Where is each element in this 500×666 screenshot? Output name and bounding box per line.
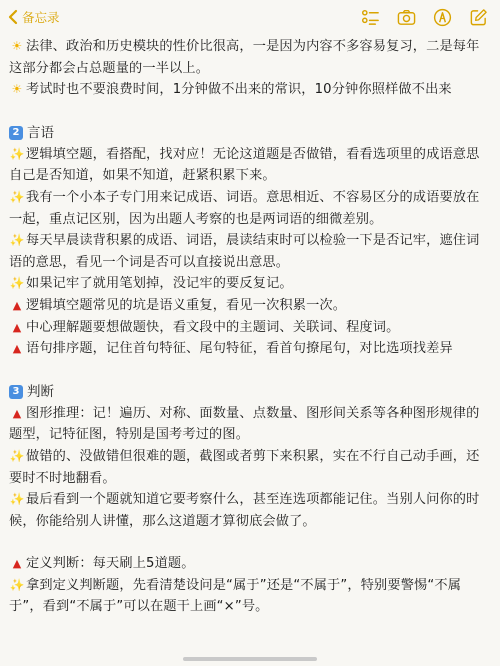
section-heading xyxy=(9,122,490,144)
sun-icon: ☀ xyxy=(11,39,23,53)
back-button[interactable] xyxy=(6,8,60,26)
red-triangle-icon: ▲ xyxy=(12,406,22,420)
home-indicator xyxy=(183,657,317,661)
paragraph-text: 如果记牢了就用笔划掉，没记牢的要反复记。 xyxy=(26,276,293,292)
note-paragraph xyxy=(9,446,490,489)
compose-icon[interactable] xyxy=(468,7,488,27)
red-triangle-icon: ▲ xyxy=(12,557,22,571)
paragraph-text: 法律、政治和历史模块的性价比很高，一是因为内容不多容易复习，二是每年这部分都会占总题量的一半以上。 xyxy=(9,39,480,76)
number-3-icon: 3 xyxy=(9,385,23,399)
red-triangle-icon: ▲ xyxy=(12,320,22,334)
notes-toolbar xyxy=(0,0,500,34)
blank-line xyxy=(9,360,490,381)
note-paragraph xyxy=(9,187,490,230)
toolbar-actions xyxy=(360,7,488,27)
sparkle-icon: ✨ xyxy=(9,448,25,463)
blank-line xyxy=(9,532,490,553)
note-paragraph xyxy=(9,553,490,575)
section-heading-text: 言语 xyxy=(27,124,54,141)
note-paragraph xyxy=(9,273,490,295)
sparkle-icon: ✨ xyxy=(9,189,25,204)
sparkle-icon: ✨ xyxy=(9,146,25,161)
note-body[interactable] xyxy=(0,34,500,618)
sparkle-icon: ✨ xyxy=(9,492,25,507)
paragraph-text: 最后看到一个题就知道它要考察什么，甚至连选项都能记住。当别人问你的时候，你能给别人讲懂，那么这道题才算彻底会做了。 xyxy=(9,492,480,529)
back-label: 备忘录 xyxy=(22,10,60,25)
sun-icon: ☀ xyxy=(11,82,23,97)
paragraph-text: 每天早晨读背积累的成语、词语，晨读结束时可以检验一下是否记牢，遮住词语的意思，看见一个词是否可以直接说出意思。 xyxy=(9,233,480,270)
blank-line xyxy=(9,101,490,122)
sparkle-icon: ✨ xyxy=(9,233,25,248)
markup-pen-icon[interactable] xyxy=(432,7,452,27)
checklist-icon[interactable] xyxy=(360,7,380,27)
note-paragraph xyxy=(9,338,490,360)
note-paragraph xyxy=(9,230,490,273)
paragraph-text: 逻辑填空题，看搭配，找对应！无论这道题是否做错，看看选项里的成语意思自己是否知道，如果不知道，赶紧积累下来。 xyxy=(9,146,480,184)
note-paragraph xyxy=(9,36,490,79)
paragraph-text: 考试时也不要浪费时间，1分钟做不出来的常识，10分钟你照样做不出来 xyxy=(26,82,452,98)
paragraph-text: 我有一个小本子专门用来记成语、词语。意思相近、不容易区分的成语要放在一起，重点记区别，因为出题人考察的也是两词语的细微差别。 xyxy=(9,189,480,227)
note-paragraph xyxy=(9,489,490,532)
note-paragraph xyxy=(9,575,490,618)
red-triangle-icon: ▲ xyxy=(12,298,22,312)
paragraph-text: 图形推理：记！遍历、对称、面数量、点数量、图形间关系等各种图形规律的题型，记特征图，特别是国考考过的图。 xyxy=(9,405,480,443)
note-paragraph xyxy=(9,317,490,339)
paragraph-text: 拿到定义判断题，先看清楚设问是“属于”还是“不属于”，特别要警惕“不属于”，看到“不属于”可以在题干上画“×”号。 xyxy=(9,577,462,615)
red-triangle-icon: ▲ xyxy=(12,342,22,356)
paragraph-text: 做错的、没做错但很难的题，截图或者剪下来积累，实在不行自己动手画，还要时不时地翻看。 xyxy=(9,448,480,486)
chevron-left-icon xyxy=(6,9,20,25)
paragraph-text: 逻辑填空题常见的坑是语义重复，看见一次积累一次。 xyxy=(26,297,347,313)
section-heading xyxy=(9,381,490,403)
number-2-icon: 2 xyxy=(9,126,23,140)
paragraph-text: 定义判断：每天刷上5道题。 xyxy=(26,556,195,572)
paragraph-text: 语句排序题，记住首句特征、尾句特征，看首句撩尾句，对比选项找差异 xyxy=(26,341,453,357)
camera-icon[interactable] xyxy=(396,7,416,27)
sparkle-icon: ✨ xyxy=(9,577,25,592)
sparkle-icon: ✨ xyxy=(9,276,25,291)
section-heading-text: 判断 xyxy=(27,383,54,400)
note-paragraph xyxy=(9,295,490,317)
paragraph-text: 中心理解题要想做题快，看文段中的主题词、关联词、程度词。 xyxy=(26,319,400,335)
note-paragraph xyxy=(9,144,490,187)
note-paragraph xyxy=(9,79,490,101)
note-paragraph xyxy=(9,403,490,446)
